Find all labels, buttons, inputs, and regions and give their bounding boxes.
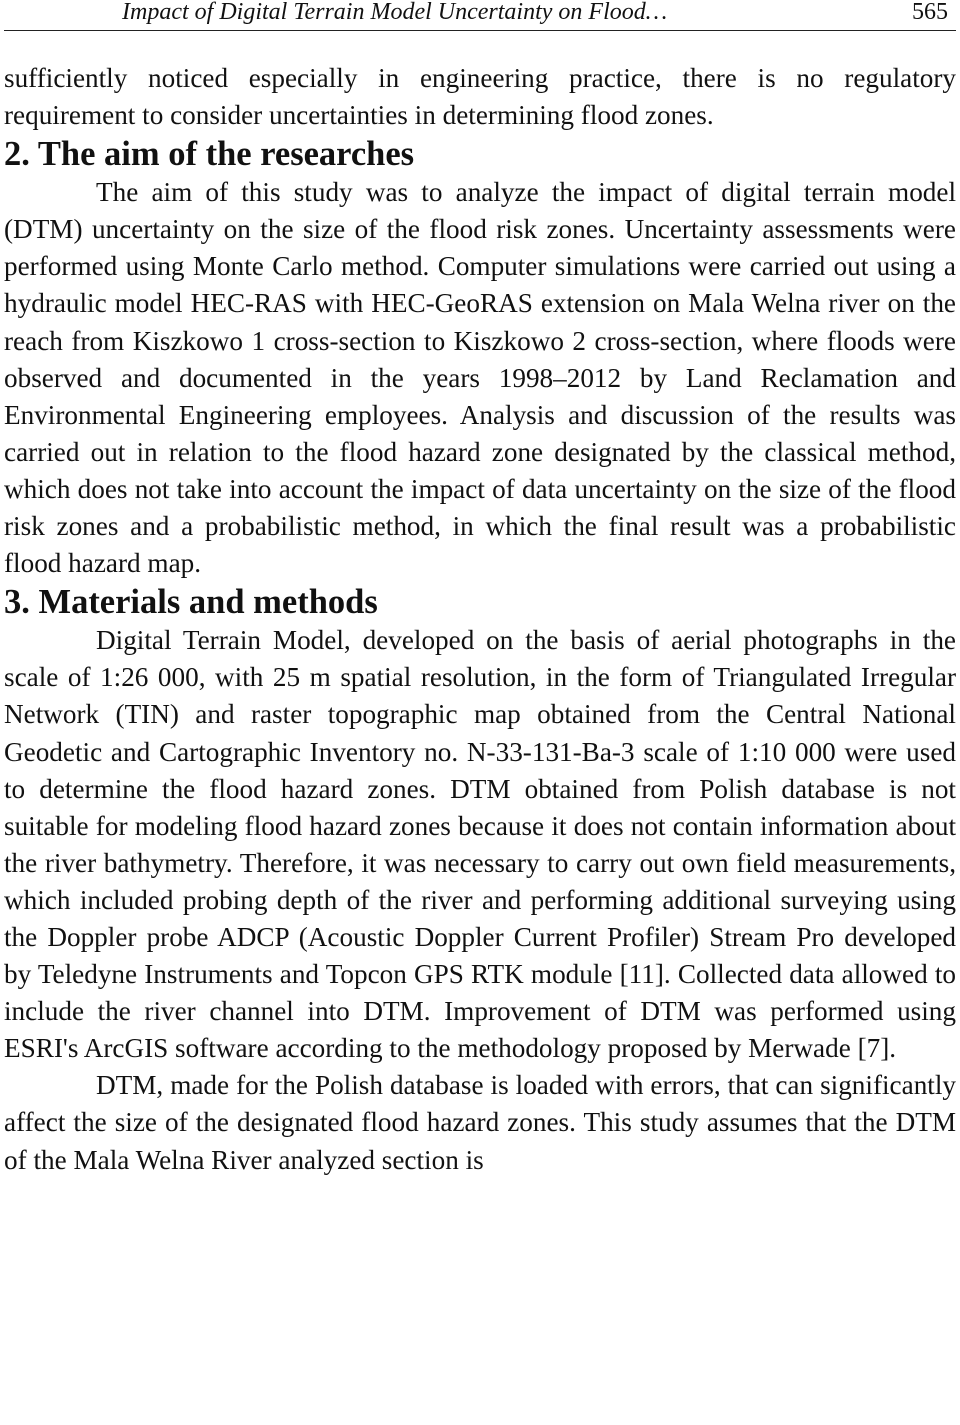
running-header bbox=[4, 0, 956, 31]
materials-paragraph-1: Digital Terrain Model, developed on the basis of aerial photographs in the scale of 1:26 000, with 25 m spatial resolution, in the form of Triangulated Irregular Network (TIN) and raster topographic map obtained from the Central National Geodetic and Cartographic Inventory no. N-33-131-Ba-3 scale of 1:10 000 were used to determine the flood hazard zones. DTM obtained from Polish database is not suitable for modeling flood hazard zones because it does not contain information about the river bathymetry. Therefore, it was necessary to carry out own field measurements, which included probing depth of the river and performing additional surveying using the Doppler probe ADCP (Acoustic Doppler Current Profiler) Stream Pro developed by Teledyne Instruments and Topcon GPS RTK module [11]. Collected data allowed to include the river channel into DTM. Improvement of DTM was performed using ESRI's ArcGIS software according to the methodology proposed by Merwade [7]. bbox=[4, 625, 956, 1064]
section-heading-materials-methods: 3. Materials and methods bbox=[4, 583, 378, 622]
materials-paragraph-2: DTM, made for the Polish database is loaded with errors, that can significantly affect the size of the designated flood hazard zones. This study assumes that the DTM of the Mala Welna River analyzed section is bbox=[4, 1070, 956, 1175]
aim-paragraph: The aim of this study was to analyze the impact of digital terrain model (DTM) uncertainty on the size of the flood risk zones. Uncertainty assessments were performed using Monte Carlo method. Computer simulations were carried out using a hydraulic model HEC-RAS with HEC-GeoRAS extension on Mala Welna river on the reach from Kiszkowo 1 cross-section to Kiszkowo 2 cross-section, where floods were observed and documented in the years 1998–2012 by Land Reclamation and Environmental Engineering employees. Analysis and discussion of the results was carried out in relation to the flood hazard zone designated by the classical method, which does not take into account the impact of data uncertainty on the size of the flood risk zones and a probabilistic method, in which the final result was a probabilistic flood hazard map. bbox=[4, 177, 956, 579]
page-number: 565 bbox=[912, 0, 948, 25]
running-title: Impact of Digital Terrain Model Uncertainty on Flood… bbox=[122, 0, 668, 25]
intro-continuation-paragraph: sufficiently noticed especially in engineering practice, there is no regulatory requirement to consider uncertainties in determining flood zones. bbox=[4, 63, 956, 131]
section-heading-aim: 2. The aim of the researches bbox=[4, 135, 415, 174]
